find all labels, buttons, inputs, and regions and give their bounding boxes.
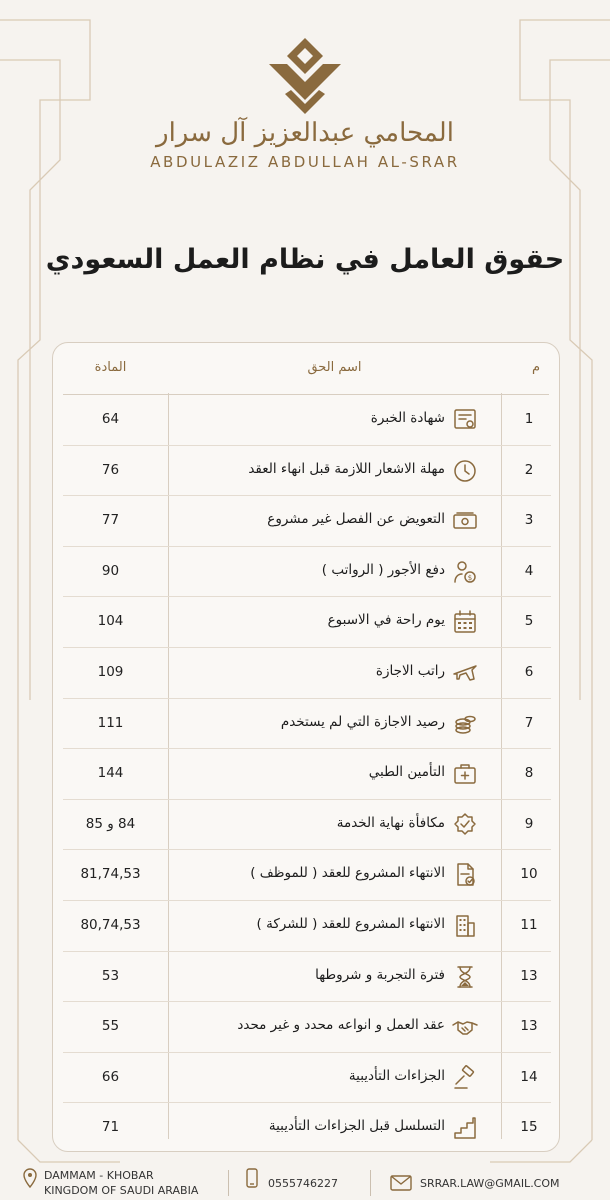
article-number: 84 و 85 <box>85 815 136 832</box>
row-number: 13 <box>520 967 538 984</box>
right-name: دفع الأجور ( الرواتب ) <box>321 561 445 578</box>
brand-logo <box>0 36 610 116</box>
medical-kit-icon <box>451 760 479 788</box>
location-pin-icon <box>22 1168 38 1192</box>
table-row <box>53 648 561 699</box>
right-name: رصيد الاجازة التي لم يستخدم <box>280 713 445 730</box>
row-number: 2 <box>524 461 534 478</box>
svg-text:$: $ <box>467 573 473 582</box>
article-number: 104 <box>97 613 124 630</box>
article-number: 77 <box>101 512 120 529</box>
table-row <box>53 1053 561 1104</box>
row-number: 13 <box>520 1018 538 1035</box>
cash-icon <box>451 507 479 535</box>
location-line-1: DAMMAM - KHOBAR <box>44 1169 154 1182</box>
footer <box>0 1166 610 1200</box>
table-row <box>53 1103 561 1154</box>
article-number: 81,74,53 <box>80 866 141 883</box>
row-number: 5 <box>524 613 534 630</box>
phone-number[interactable]: 0555746227 <box>268 1177 338 1190</box>
table-row <box>53 800 561 851</box>
row-number: 6 <box>524 664 534 680</box>
row-number: 7 <box>524 714 534 731</box>
table-row <box>53 496 561 547</box>
rights-table <box>52 342 560 1152</box>
right-name: التأمين الطبي <box>368 764 445 781</box>
article-number: 53 <box>101 967 120 984</box>
header-index: م <box>531 360 541 375</box>
right-name: الجزاءات التأديبية <box>348 1067 445 1084</box>
right-name: التسلسل قبل الجزاءات التأديبية <box>268 1118 445 1135</box>
certificate-icon <box>451 406 479 434</box>
stairs-icon <box>451 1114 479 1142</box>
footer-divider <box>370 1170 371 1196</box>
brand-name-english: ABDULAZIZ ABDULLAH AL-SRAR <box>150 153 460 171</box>
article-number: 111 <box>97 714 124 731</box>
table-row <box>53 446 561 497</box>
row-number: 14 <box>520 1068 538 1085</box>
hourglass-icon <box>451 963 479 991</box>
right-name: راتب الاجازة <box>375 663 445 679</box>
row-number: 4 <box>524 562 534 579</box>
table-row <box>53 850 561 901</box>
person-dollar-icon <box>451 558 479 586</box>
clock-icon <box>451 457 479 485</box>
article-number: 76 <box>101 461 120 478</box>
location-line-2: KINGDOM OF SAUDI ARABIA <box>44 1184 199 1197</box>
header-divider <box>63 394 549 395</box>
table-row <box>53 1002 561 1053</box>
table-row <box>53 395 561 446</box>
article-number: 90 <box>101 562 120 579</box>
right-name: الانتهاء المشروع للعقد ( للموظف ) <box>250 865 445 882</box>
right-name: مهلة الاشعار اللازمة قبل انهاء العقد <box>248 460 445 477</box>
right-name: شهادة الخبرة <box>370 410 445 426</box>
gavel-icon <box>451 1064 479 1092</box>
row-number: 15 <box>520 1119 538 1136</box>
right-name: التعويض عن الفصل غير مشروع <box>267 511 445 528</box>
row-number: 11 <box>520 917 538 933</box>
right-name: عقد العمل و انواعه محدد و غير محدد <box>237 1017 445 1034</box>
header-right-name: اسم الحق <box>307 360 362 375</box>
article-number: 80,74,53 <box>80 917 141 933</box>
right-name: يوم راحة في الاسبوع <box>327 612 445 629</box>
email-address[interactable]: SRRAR.LAW@GMAIL.COM <box>420 1177 560 1190</box>
row-number: 10 <box>520 866 538 883</box>
row-number: 3 <box>524 512 534 529</box>
article-number: 71 <box>101 1119 120 1136</box>
table-row <box>53 901 561 952</box>
page-title: حقوق العامل في نظام العمل السعودي <box>45 244 565 275</box>
email-icon <box>390 1175 412 1195</box>
right-name: الانتهاء المشروع للعقد ( للشركة ) <box>256 916 445 932</box>
header-article: المادة <box>94 360 127 375</box>
building-icon <box>451 912 479 940</box>
row-number: 1 <box>524 411 534 427</box>
airplane-icon <box>451 659 479 687</box>
phone-icon <box>244 1168 260 1192</box>
article-number: 109 <box>97 664 124 680</box>
table-row <box>53 952 561 1003</box>
table-row <box>53 597 561 648</box>
handshake-icon <box>451 1013 479 1041</box>
calendar-icon <box>451 608 479 636</box>
table-row <box>53 699 561 750</box>
footer-divider <box>228 1170 229 1196</box>
article-number: 55 <box>101 1018 120 1035</box>
article-number: 64 <box>101 411 120 427</box>
coins-icon <box>451 710 479 738</box>
brand-name-arabic: المحامي عبدالعزيز آل سرار <box>156 118 454 148</box>
badge-check-icon <box>451 811 479 839</box>
document-check-icon <box>451 861 479 889</box>
table-row <box>53 749 561 800</box>
right-name: فترة التجربة و شروطها <box>315 966 445 983</box>
table-row <box>53 547 561 598</box>
article-number: 66 <box>101 1068 120 1085</box>
article-number: 144 <box>97 765 124 782</box>
right-name: مكافأة نهاية الخدمة <box>336 814 445 831</box>
row-number: 8 <box>524 765 534 782</box>
row-number: 9 <box>524 815 534 832</box>
